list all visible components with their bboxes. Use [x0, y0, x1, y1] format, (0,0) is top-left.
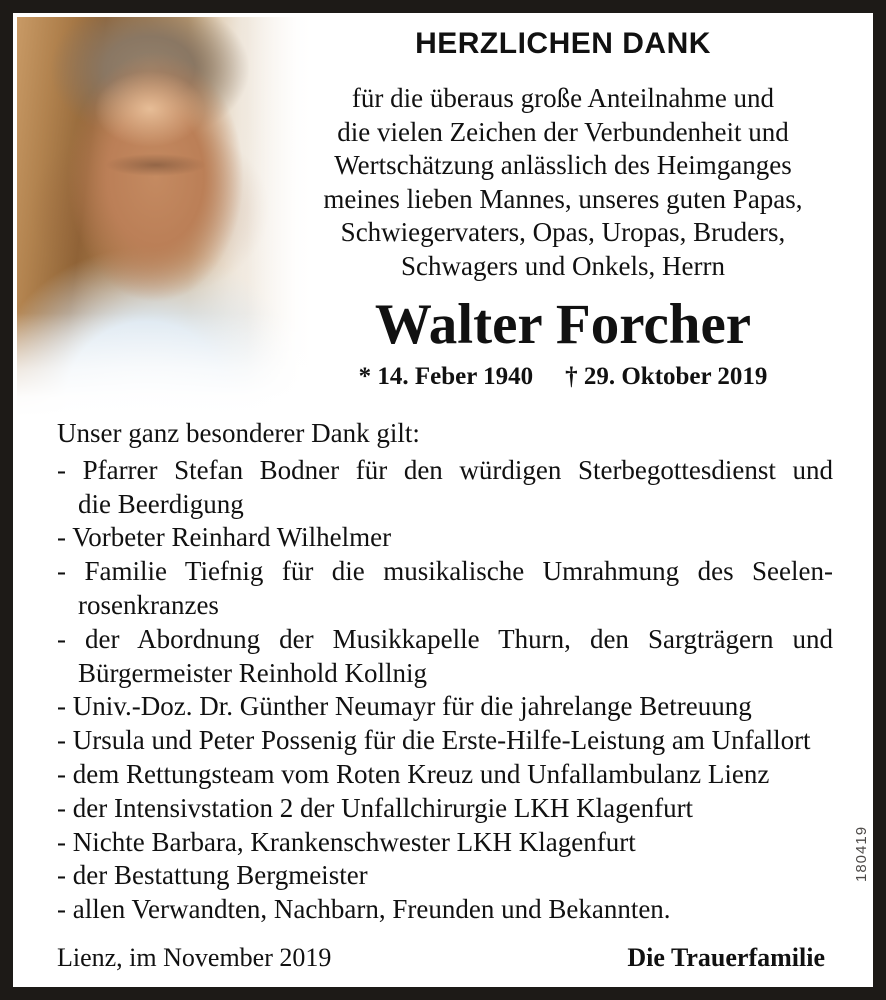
- intro-line: für die überaus große Anteilnahme und: [351, 83, 775, 113]
- intro-line: meines lieben Mannes, unseres guten Papas,: [323, 183, 803, 214]
- thanks-item: [57, 893, 833, 927]
- thanks-line: - Pfarrer Stefan Bodner für den würdigen Sterbegottesdienst und: [57, 454, 833, 485]
- footer-row: [57, 942, 825, 973]
- thanks-item: [57, 792, 833, 826]
- archive-number: 180419: [853, 825, 870, 882]
- thanks-item: [57, 826, 833, 860]
- thanks-item: [57, 724, 833, 758]
- thanks-line: rosenkranzes: [78, 589, 219, 620]
- deceased-name: Walter Forcher: [374, 293, 752, 356]
- thanks-line: - der Abordnung der Musikkapelle Thurn, den Sargträgern und: [57, 623, 833, 654]
- thanks-item: [57, 521, 833, 555]
- thanks-line: - Nichte Barbara, Krankenschwester LKH Klagenfurt: [57, 826, 636, 857]
- thanks-section: [57, 417, 833, 927]
- thanks-list: [57, 454, 833, 927]
- thanks-item: [57, 555, 833, 623]
- intro-line: die vielen Zeichen der Verbundenheit und: [337, 116, 789, 147]
- thanks-line: die Beerdigung: [78, 488, 244, 519]
- thanks-line: - Univ.-Doz. Dr. Günther Neumayr für die jahrelange Betreuung: [57, 691, 752, 722]
- thanks-line: - Ursula und Peter Possenig für die Erste-Hilfe-Leistung am Unfallort: [57, 725, 811, 756]
- death-date: † 29. Oktober 2019: [565, 363, 768, 390]
- thanks-item: [57, 623, 833, 691]
- thanks-lead: Unser ganz besonderer Dank gilt:: [57, 418, 420, 448]
- thanks-item: [57, 859, 833, 893]
- thanks-line: - der Intensivstation 2 der Unfallchirurgie LKH Klagenfurt: [57, 792, 694, 823]
- thanks-item: [57, 690, 833, 724]
- thanks-item: [57, 758, 833, 792]
- mourning-family-signature: Die Trauerfamilie: [627, 943, 825, 972]
- thanks-line: - Vorbeter Reinhard Wilhelmer: [57, 522, 392, 553]
- portrait-photo: [17, 17, 312, 417]
- header-column: [301, 27, 825, 392]
- intro-line: Schwiegervaters, Opas, Uropas, Bruders,: [340, 217, 786, 247]
- birth-date: * 14. Feber 1940: [358, 363, 534, 390]
- thanks-line: - allen Verwandten, Nachbarn, Freunden und Bekannten.: [57, 894, 671, 925]
- intro-paragraph: [301, 82, 825, 283]
- thanks-line: - Familie Tiefnig für die musikalische Umrahmung des Seelen-: [57, 556, 833, 587]
- life-dates: [301, 362, 825, 392]
- card-title: HERZLICHEN DANK: [415, 27, 711, 60]
- thanks-line: Bürgermeister Reinhold Kollnig: [78, 657, 427, 688]
- thanks-line: - der Bestattung Bergmeister: [57, 860, 368, 891]
- thanks-line: - dem Rettungsteam vom Roten Kreuz und Unfallambulanz Lienz: [57, 758, 770, 789]
- place-date: Lienz, im November 2019: [57, 943, 332, 972]
- thanks-item: [57, 454, 833, 522]
- intro-line: Wertschätzung anlässlich des Heimganges: [334, 150, 792, 180]
- intro-line: Schwagers und Onkels, Herrn: [401, 250, 725, 281]
